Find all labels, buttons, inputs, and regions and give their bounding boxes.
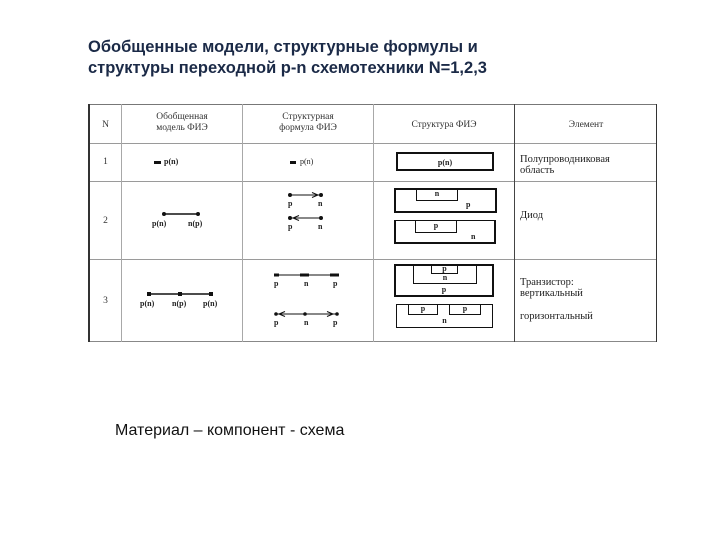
- row2-n: 2: [103, 216, 108, 226]
- diode-np-structure: [394, 188, 497, 213]
- row1-model-label: p(n): [164, 157, 179, 166]
- title-line-2: структуры переходной p-n схемотехники N=1,2,3: [88, 59, 487, 77]
- header-model: [122, 112, 242, 134]
- formula-label: n: [304, 318, 309, 327]
- formula-label: p: [333, 318, 338, 327]
- fie-table: [88, 104, 657, 342]
- slide-title: [88, 37, 608, 79]
- col-divider: [242, 104, 243, 342]
- node-dot-icon: [154, 161, 161, 164]
- arrow-left-icon: [288, 215, 324, 221]
- base-region: [413, 264, 477, 284]
- header-model-line-1: Обобщенная: [156, 112, 208, 122]
- row3-element: [520, 277, 593, 322]
- col-divider: [121, 104, 122, 342]
- node-dot-icon: [290, 161, 296, 164]
- formula-label: p: [333, 279, 338, 288]
- connection-line-icon: [162, 211, 202, 217]
- row1-element-line-1: Полупроводниковая: [520, 154, 610, 165]
- region-label: p: [442, 264, 447, 273]
- region-label: p: [441, 285, 447, 294]
- row1-formula-label: p(n): [300, 157, 314, 166]
- row2-element: Диод: [520, 210, 544, 221]
- row3-model-left: p(n): [140, 299, 155, 308]
- region-label: p: [420, 304, 426, 313]
- horizontal-transistor-structure: [396, 304, 493, 328]
- header-structure: Структура ФИЭ: [411, 120, 477, 130]
- region-label: n: [442, 273, 448, 282]
- row2-model-right: n(p): [188, 219, 203, 228]
- chain-arrow-icon: [274, 311, 340, 317]
- formula-label: n: [304, 279, 309, 288]
- row3-n: 3: [103, 296, 108, 306]
- region-label: p: [462, 304, 468, 313]
- arrow-right-icon: [288, 192, 324, 198]
- row3-model-right: p(n): [203, 299, 218, 308]
- header-model-line-2: модель ФИЭ: [156, 123, 208, 133]
- row3-model-mid: n(p): [172, 299, 187, 308]
- header-n: N: [102, 120, 109, 130]
- col-divider: [514, 104, 515, 342]
- row1-n: 1: [103, 157, 108, 167]
- row1-structure: [396, 152, 494, 171]
- left-region: [408, 304, 438, 315]
- inner-region: [415, 220, 457, 233]
- chain-line-icon: [274, 272, 340, 278]
- formula-label: p: [274, 279, 279, 288]
- header-formula-line-1: Структурная: [282, 112, 334, 122]
- region-label: p: [433, 221, 439, 230]
- row3-element-horizontal: горизонтальный: [520, 311, 593, 322]
- row1-element: [520, 154, 610, 176]
- formula-label: n: [318, 222, 323, 231]
- vertical-transistor-structure: [394, 264, 494, 297]
- region-label: p: [466, 200, 471, 209]
- row3-element-vertical: вертикальный: [520, 288, 583, 299]
- row2-model-left: p(n): [152, 219, 167, 228]
- region-label: n: [471, 232, 476, 241]
- formula-label: p: [274, 318, 279, 327]
- connection-line-icon: [146, 291, 216, 297]
- region-label: p(n): [437, 158, 453, 167]
- right-region: [449, 304, 481, 315]
- region-label: n: [442, 316, 447, 325]
- header-formula-line-2: формула ФИЭ: [279, 123, 337, 133]
- title-line-1: Обобщенные модели, структурные формулы и: [88, 38, 478, 56]
- header-element: Элемент: [568, 120, 604, 130]
- slide-footer-text: Материал – компонент - схема: [115, 422, 345, 439]
- row1-element-line-2: область: [520, 165, 555, 176]
- header-formula: [243, 112, 373, 134]
- row3-element-label: Транзистор:: [520, 277, 574, 288]
- formula-label: p: [288, 199, 293, 208]
- table-border-right: [656, 104, 657, 342]
- region-label: n: [434, 189, 440, 198]
- diode-pn-structure: [394, 220, 496, 244]
- inner-region: [416, 188, 458, 201]
- formula-label: p: [288, 222, 293, 231]
- formula-label: n: [318, 199, 323, 208]
- col-divider: [373, 104, 374, 342]
